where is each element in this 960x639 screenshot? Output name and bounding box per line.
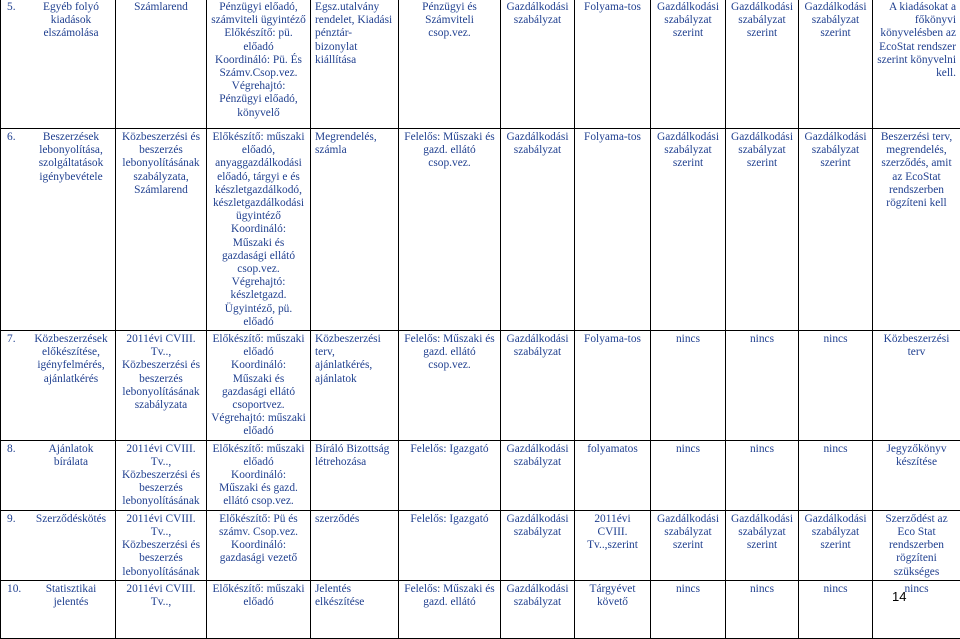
cell-resp — [207, 331, 311, 441]
row-number: 7. — [7, 333, 16, 346]
deadline-text: 2011évi CVIII. Tv..,szerint — [579, 513, 646, 553]
cell-resp — [207, 440, 311, 510]
cell-resp — [207, 580, 311, 638]
doc-text: Bíráló Bizottság létrehozása — [315, 443, 394, 469]
cell-name — [1, 580, 116, 638]
note-text: A kiadásokat a főkönyvi könyvelésben az EcoStat rendszer szerint könyvelni kell. — [877, 1, 956, 80]
cell-p3 — [799, 580, 873, 638]
cell-resp — [207, 510, 311, 580]
cell-basis — [501, 0, 575, 129]
cell-doc — [311, 0, 399, 129]
process-name: Beszerzések lebonyolítása, szolgáltatások igénybevétele — [9, 131, 111, 184]
deadline-text: folyamatos — [579, 443, 646, 456]
cell-name — [1, 440, 116, 510]
cell-p1 — [651, 129, 726, 331]
cell-note — [873, 580, 960, 638]
cell-note — [873, 331, 960, 441]
cell-p1 — [651, 0, 726, 129]
process-name: Ajánlatok bírálata — [9, 443, 111, 469]
table-row — [1, 0, 960, 129]
table-row — [1, 440, 960, 510]
basis-text: Gazdálkodási szabályzat — [505, 1, 570, 27]
resp-text: Előkészítő: Pü és számv. Csop.vez. Koordináló: gazdasági vezető — [211, 513, 306, 566]
cell-rule — [116, 331, 207, 441]
note-text: Közbeszerzési terv — [877, 333, 956, 359]
cell-owner — [399, 0, 501, 129]
resp-text: Előkészítő: műszaki előadó Koordináló: Műszaki és gazdasági ellátó csoportvez. Végrehajtó: műszaki előadó — [211, 333, 306, 439]
cell-deadline — [575, 510, 651, 580]
p2-text: Gazdálkodási szabályzat szerint — [730, 131, 794, 171]
cell-deadline — [575, 129, 651, 331]
table-row — [1, 510, 960, 580]
owner-text: Pénzügyi és Számviteli csop.vez. — [403, 1, 496, 41]
note-text: Jegyzőkönyv készítése — [877, 443, 956, 469]
deadline-text: Folyama-tos — [579, 333, 646, 346]
p3-text: Gazdálkodási szabályzat szerint — [803, 1, 868, 41]
owner-text: Felelős: Műszaki és gazd. ellátó — [403, 583, 496, 609]
page-number: 14 — [892, 590, 906, 603]
cell-basis — [501, 510, 575, 580]
resp-text: Előkészítő: műszaki előadó — [211, 583, 306, 609]
cell-p3 — [799, 331, 873, 441]
note-text: Beszerzési terv, megrendelés, szerződés, amit az EcoStat rendszerben rögzíteni kell — [877, 131, 956, 210]
cell-doc — [311, 331, 399, 441]
cell-owner — [399, 331, 501, 441]
p1-text: nincs — [655, 443, 721, 456]
p3-text: nincs — [803, 583, 868, 596]
cell-p1 — [651, 331, 726, 441]
cell-doc — [311, 510, 399, 580]
doc-text: Megrendelés, számla — [315, 131, 394, 157]
row-number: 8. — [7, 443, 16, 456]
cell-p1 — [651, 580, 726, 638]
cell-rule — [116, 440, 207, 510]
doc-text: szerződés — [315, 513, 394, 526]
owner-text: Felelős: Műszaki és gazd. ellátó csop.vez. — [403, 131, 496, 171]
p3-text: Gazdálkodási szabályzat szerint — [803, 131, 868, 171]
cell-doc — [311, 440, 399, 510]
cell-rule — [116, 510, 207, 580]
basis-text: Gazdálkodási szabályzat — [505, 513, 570, 539]
p2-text: Gazdálkodási szabályzat szerint — [730, 513, 794, 553]
row-number: 10. — [7, 583, 21, 596]
doc-text: Egsz.utalvány rendelet, Kiadási pénztár-bizonylat kiállítása — [315, 1, 394, 67]
p1-text: Gazdálkodási szabályzat szerint — [655, 513, 721, 553]
owner-text: Felelős: Igazgató — [403, 513, 496, 526]
cell-doc — [311, 580, 399, 638]
p2-text: nincs — [730, 583, 794, 596]
cell-note — [873, 440, 960, 510]
cell-owner — [399, 440, 501, 510]
cell-deadline — [575, 440, 651, 510]
deadline-text: Tárgyévet követő — [579, 583, 646, 609]
cell-name — [1, 331, 116, 441]
cell-note — [873, 129, 960, 331]
p1-text: nincs — [655, 333, 721, 346]
cell-owner — [399, 580, 501, 638]
resp-text: Előkészítő: műszaki előadó Koordináló: Műszaki és gazd. ellátó csop.vez. — [211, 443, 306, 509]
process-name: Közbeszerzések előkészítése, igényfelmérés, ajánlatkérés — [9, 333, 111, 386]
cell-deadline — [575, 331, 651, 441]
note-text: nincs — [877, 583, 956, 596]
cell-p2 — [726, 510, 799, 580]
deadline-text: Folyama-tos — [579, 131, 646, 144]
cell-doc — [311, 129, 399, 331]
cell-name — [1, 510, 116, 580]
process-name: Egyéb folyó kiadások elszámolása — [9, 1, 111, 41]
p3-text: nincs — [803, 443, 868, 456]
p2-text: nincs — [730, 333, 794, 346]
cell-basis — [501, 440, 575, 510]
resp-text: Előkészítő: műszaki előadó, anyaggazdálkodási előadó, tárgyi e és készletgazdálkodó, készletgazdálkodási ügyintéző Koordináló: Műszaki és gazdasági ellátó csop.vez. Végrehajtó: készletgazd. Ügyintéző, pü. előadó — [211, 131, 306, 329]
cell-owner — [399, 510, 501, 580]
rule-text: 2011évi CVIII. Tv.., — [120, 583, 202, 609]
owner-text: Felelős: Igazgató — [403, 443, 496, 456]
cell-rule — [116, 580, 207, 638]
p2-text: Gazdálkodási szabályzat szerint — [730, 1, 794, 41]
p1-text: Gazdálkodási szabályzat szerint — [655, 1, 721, 41]
cell-p2 — [726, 0, 799, 129]
cell-basis — [501, 580, 575, 638]
doc-text: Közbeszerzési terv, ajánlatkérés, ajánlatok — [315, 333, 394, 386]
p2-text: nincs — [730, 443, 794, 456]
process-name: Statisztikai jelentés — [9, 583, 111, 609]
cell-deadline — [575, 0, 651, 129]
rule-text: 2011évi CVIII. Tv.., Közbeszerzési és beszerzés lebonyolításának — [120, 513, 202, 579]
process-name: Szerződéskötés — [9, 513, 111, 526]
cell-p2 — [726, 440, 799, 510]
row-number: 6. — [7, 131, 16, 144]
cell-p3 — [799, 510, 873, 580]
p1-text: Gazdálkodási szabályzat szerint — [655, 131, 721, 171]
owner-text: Felelős: Műszaki és gazd. ellátó csop.vez. — [403, 333, 496, 373]
row-number: 5. — [7, 1, 16, 14]
deadline-text: Folyama-tos — [579, 1, 646, 14]
cell-p2 — [726, 129, 799, 331]
cell-rule — [116, 0, 207, 129]
cell-p1 — [651, 440, 726, 510]
cell-name — [1, 129, 116, 331]
table-row — [1, 580, 960, 638]
cell-p2 — [726, 331, 799, 441]
rule-text: 2011évi CVIII. Tv.., Közbeszerzési és beszerzés lebonyolításának — [120, 443, 202, 509]
rule-text: Számlarend — [120, 1, 202, 14]
cell-resp — [207, 129, 311, 331]
p3-text: Gazdálkodási szabályzat szerint — [803, 513, 868, 553]
basis-text: Gazdálkodási szabályzat — [505, 333, 570, 359]
p3-text: nincs — [803, 333, 868, 346]
p1-text: nincs — [655, 583, 721, 596]
basis-text: Gazdálkodási szabályzat — [505, 131, 570, 157]
cell-p3 — [799, 0, 873, 129]
basis-text: Gazdálkodási szabályzat — [505, 583, 570, 609]
cell-basis — [501, 331, 575, 441]
basis-text: Gazdálkodási szabályzat — [505, 443, 570, 469]
cell-basis — [501, 129, 575, 331]
cell-note — [873, 510, 960, 580]
cell-rule — [116, 129, 207, 331]
table-row — [1, 331, 960, 441]
cell-name — [1, 0, 116, 129]
row-number: 9. — [7, 513, 16, 526]
cell-p3 — [799, 129, 873, 331]
cell-p2 — [726, 580, 799, 638]
cell-deadline — [575, 580, 651, 638]
doc-text: Jelentés elkészítése — [315, 583, 394, 609]
cell-p1 — [651, 510, 726, 580]
cell-owner — [399, 129, 501, 331]
cell-resp — [207, 0, 311, 129]
rule-text: Közbeszerzési és beszerzés lebonyolításának szabályzata, Számlarend — [120, 131, 202, 197]
cell-p3 — [799, 440, 873, 510]
cell-note — [873, 0, 960, 129]
resp-text: Pénzügyi előadó, számviteli ügyintéző Előkészítő: pü. előadó Koordináló: Pü. És Számv.Csop.vez. Végrehajtó: Pénzügyi előadó, könyvelő — [211, 1, 306, 120]
rule-text: 2011évi CVIII. Tv.., Közbeszerzési és beszerzés lebonyolításának szabályzata — [120, 333, 202, 412]
note-text: Szerződést az Eco Stat rendszerben rögzíteni szükséges — [877, 513, 956, 579]
table-row — [1, 129, 960, 331]
